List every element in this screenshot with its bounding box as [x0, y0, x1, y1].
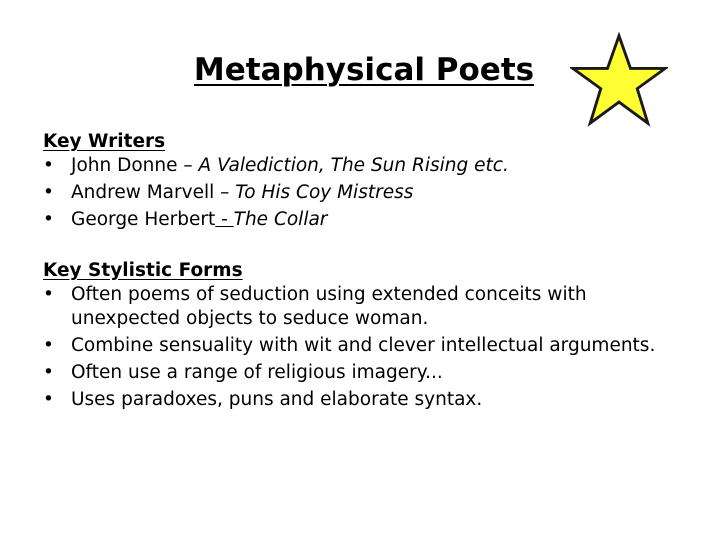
key-writers-list — [43, 154, 683, 232]
slide-body — [43, 130, 683, 415]
author-name: John Donne — [71, 155, 178, 176]
author-name: George Herbert — [71, 209, 216, 230]
spacer — [43, 235, 683, 259]
list-item — [43, 154, 683, 178]
author-name: Andrew Marvell — [71, 182, 215, 203]
form-text: Often use a range of religious imagery... — [71, 362, 443, 383]
list-item — [43, 388, 683, 412]
bullet-icon: • — [43, 209, 54, 230]
works-title: A Valediction, The Sun Rising etc. — [198, 155, 509, 176]
bullet-icon: • — [43, 182, 54, 203]
key-forms-heading: Key Stylistic Forms — [43, 260, 243, 281]
works-title: To His Coy Mistress — [235, 182, 414, 203]
separator: – — [177, 155, 199, 176]
separator: – — [214, 182, 236, 203]
bullet-icon: • — [43, 389, 54, 410]
list-item — [43, 283, 683, 331]
list-item — [43, 361, 683, 385]
bullet-icon: • — [43, 362, 54, 383]
list-item — [43, 334, 683, 358]
form-text: Often poems of seduction using extended conceits with unexpected objects to seduce woman. — [71, 284, 587, 329]
separator: - — [215, 209, 234, 230]
key-forms-list — [43, 283, 683, 412]
form-text: Combine sensuality with wit and clever intellectual arguments. — [71, 335, 656, 356]
list-item — [43, 208, 683, 232]
slide-title: Metaphysical Poets — [193, 52, 535, 88]
form-text: Uses paradoxes, puns and elaborate syntax. — [71, 389, 483, 410]
bullet-icon: • — [43, 335, 54, 356]
bullet-icon: • — [43, 155, 54, 176]
star-icon — [570, 32, 668, 128]
works-title: The Collar — [233, 209, 328, 230]
bullet-icon: • — [43, 284, 54, 305]
key-writers-heading: Key Writers — [43, 131, 166, 152]
list-item — [43, 181, 683, 205]
